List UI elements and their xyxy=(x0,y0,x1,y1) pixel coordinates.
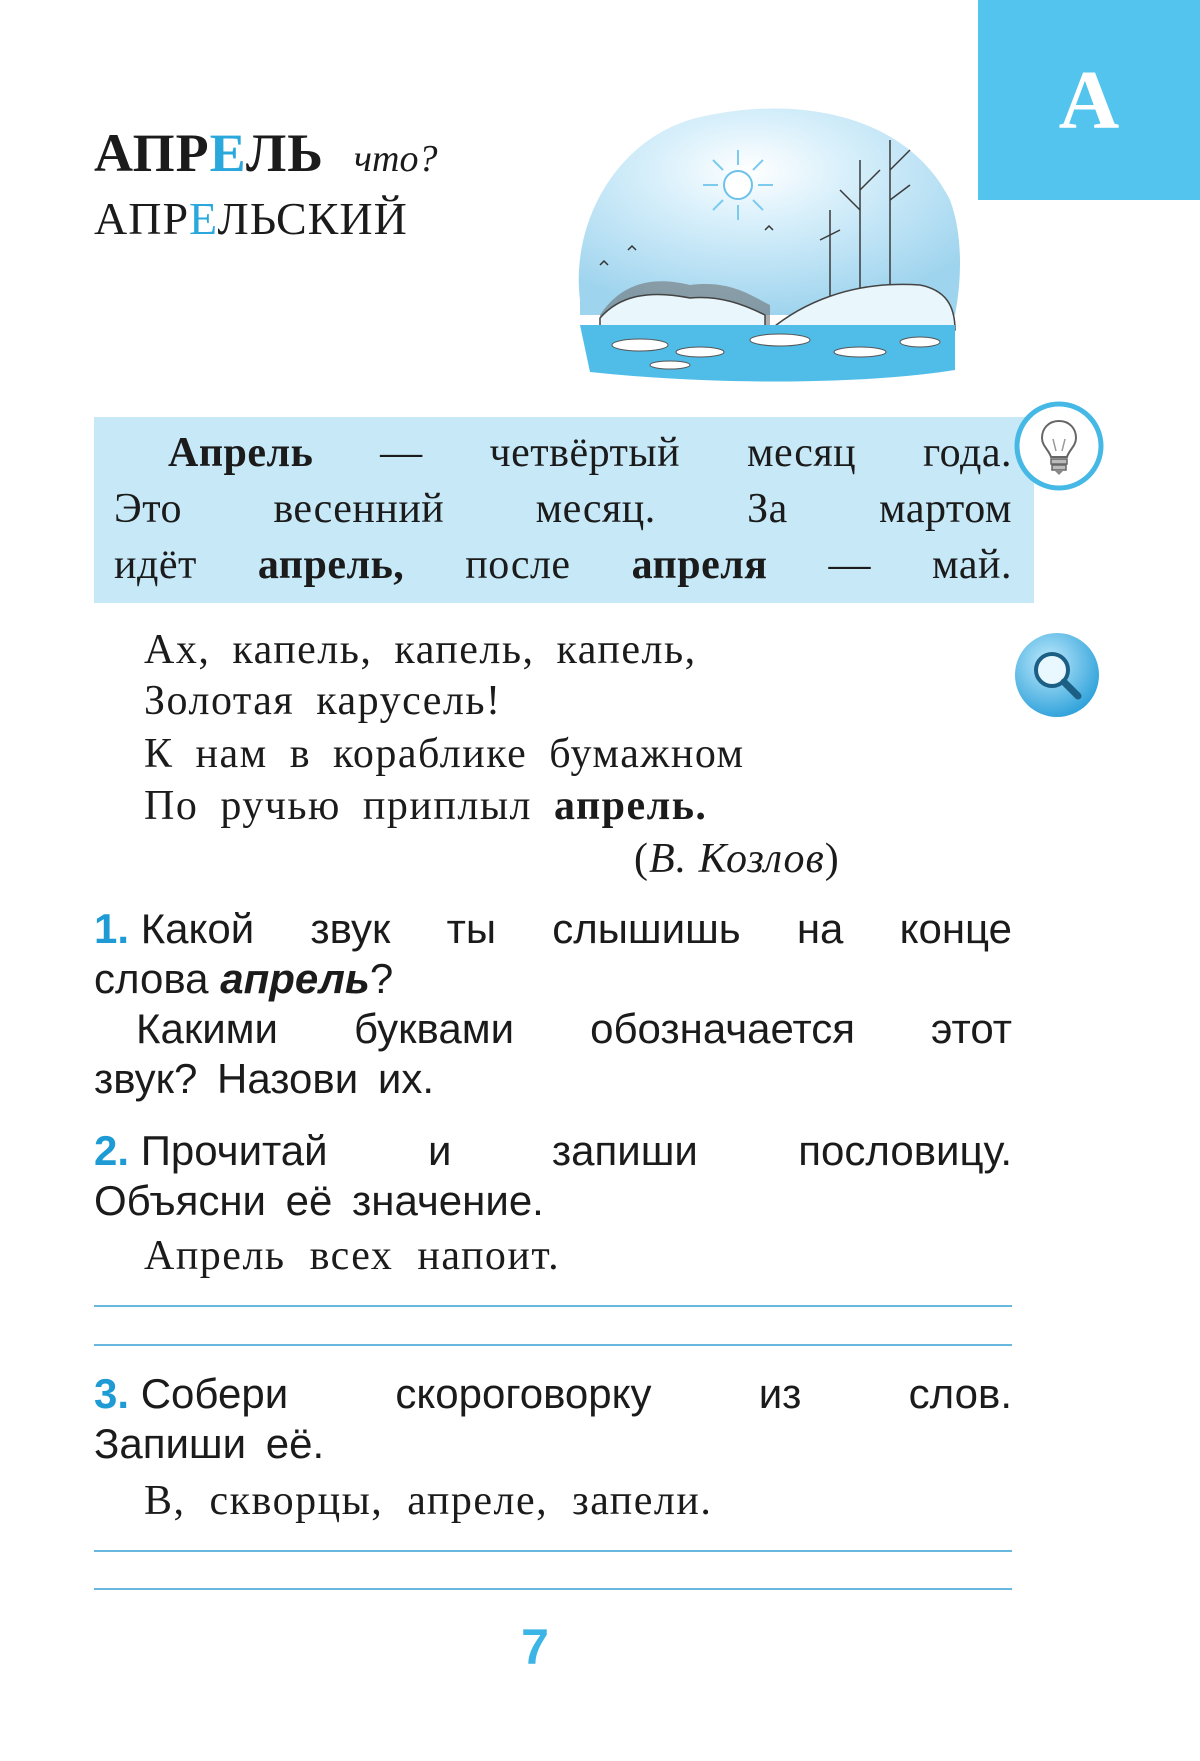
definition-word: четвёртый xyxy=(489,430,681,476)
task-word: и xyxy=(428,1127,452,1174)
definition-word: май. xyxy=(932,542,1012,588)
task-word: из xyxy=(758,1370,802,1417)
poem-line: К нам в кораблике бумажном xyxy=(144,731,745,777)
word-part: ЛЬ xyxy=(245,123,324,183)
definition-word: За xyxy=(747,486,788,532)
definition-word: апреля xyxy=(631,542,768,588)
poem-line: Ах, капель, капель, капель, xyxy=(144,627,697,673)
task-word: конце xyxy=(899,905,1012,952)
task-word: ты xyxy=(446,905,497,952)
task-3 xyxy=(94,1370,1012,1468)
tongue-twister-words: В, скворцы, апреле, запели. xyxy=(144,1478,713,1524)
definition-box xyxy=(94,417,1034,603)
magnifier-icon xyxy=(1012,630,1102,720)
task-line: звук? Назови их. xyxy=(94,1055,434,1102)
proverb-example: Апрель всех напоит. xyxy=(144,1233,561,1279)
definition-line xyxy=(114,485,1012,533)
task-number: 3. xyxy=(94,1370,130,1417)
definition-word: Апрель xyxy=(168,430,314,476)
task-start xyxy=(94,1370,288,1418)
poem-text: По ручью приплыл xyxy=(144,783,554,829)
task-start xyxy=(94,905,254,953)
writing-line xyxy=(94,1344,1012,1346)
task-start xyxy=(94,1127,328,1175)
writing-line xyxy=(94,1588,1012,1590)
task-word: на xyxy=(796,905,844,952)
task-line: Объясни её значение. xyxy=(94,1177,544,1224)
task-word: Какими xyxy=(136,1005,278,1052)
task-keyword: апрель xyxy=(220,955,370,1002)
task-2 xyxy=(94,1127,1012,1225)
task-word: скороговорку xyxy=(395,1370,652,1417)
definition-word: после xyxy=(465,542,571,588)
task-word: звук xyxy=(310,905,391,952)
poem-author xyxy=(634,835,840,883)
task-line xyxy=(94,905,1012,953)
task-number: 2. xyxy=(94,1127,130,1174)
task-line xyxy=(94,1005,1012,1053)
poem-line: Золотая карусель! xyxy=(144,678,502,724)
paren: ( xyxy=(634,836,649,882)
writing-line xyxy=(94,1550,1012,1552)
paren: ) xyxy=(824,836,840,882)
definition-word: месяц. xyxy=(535,486,656,532)
task-word: обозначается xyxy=(590,1005,856,1052)
task-1 xyxy=(94,905,1012,1103)
stressed-letter: Е xyxy=(189,193,218,244)
definition-word: весенний xyxy=(273,486,445,532)
word-adjective xyxy=(94,192,408,245)
definition-word: месяц xyxy=(746,430,857,476)
lightbulb-icon xyxy=(1012,399,1106,493)
task-word: Какой xyxy=(140,905,255,952)
task-word: слышишь xyxy=(552,905,741,952)
spring-landscape-illustration xyxy=(560,90,970,390)
page-number: 7 xyxy=(521,1619,549,1675)
definition-line xyxy=(114,541,1012,589)
poem-keyword: апрель. xyxy=(554,783,708,829)
poem-line xyxy=(144,782,707,830)
task-line: Запиши её. xyxy=(94,1420,325,1467)
definition-word: идёт xyxy=(114,542,197,588)
definition-word: — xyxy=(828,542,872,588)
task-text: слова xyxy=(94,955,221,1002)
task-word: слов. xyxy=(908,1370,1012,1417)
stressed-letter: Е xyxy=(209,123,246,183)
task-word: запиши xyxy=(551,1127,698,1174)
task-text: ? xyxy=(369,955,394,1002)
task-word: пословицу. xyxy=(798,1127,1012,1174)
word-part: АПР xyxy=(94,123,210,183)
word-part: ЛЬСКИЙ xyxy=(217,193,408,244)
word-part: АПР xyxy=(94,193,190,244)
definition-word: мартом xyxy=(879,486,1012,532)
task-word: Собери xyxy=(140,1370,289,1417)
definition-word: года. xyxy=(922,430,1012,476)
task-word: этот xyxy=(931,1005,1012,1052)
author-name: В. Козлов xyxy=(649,836,825,882)
definition-line xyxy=(168,429,1012,477)
task-line xyxy=(94,1370,1012,1418)
word-title xyxy=(94,122,437,184)
task-line xyxy=(94,1127,1012,1175)
letter-tab: А xyxy=(978,0,1200,200)
task-word: Прочитай xyxy=(140,1127,328,1174)
task-line xyxy=(94,955,1012,1003)
word-question: что? xyxy=(353,138,438,180)
definition-word: апрель, xyxy=(257,542,405,588)
definition-word: — xyxy=(380,430,423,476)
definition-word: Это xyxy=(114,486,183,532)
writing-line xyxy=(94,1305,1012,1307)
task-word: буквами xyxy=(354,1005,515,1052)
task-number: 1. xyxy=(94,905,130,952)
